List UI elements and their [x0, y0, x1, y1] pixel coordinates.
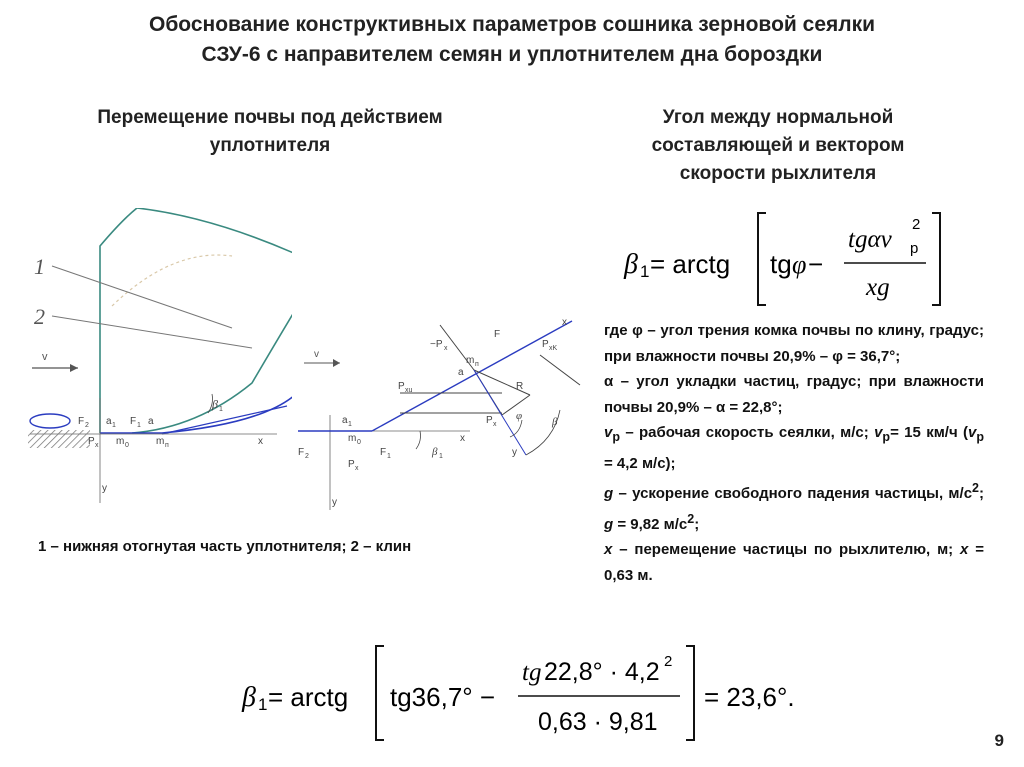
rd-label-F2-sub: 2	[305, 453, 309, 460]
diagram-right	[290, 315, 590, 515]
diagram-left	[22, 208, 292, 508]
def-vsub-3: р	[976, 430, 984, 444]
rd-label-PxK-sub: xK	[549, 345, 558, 352]
num-formula-sup: 2	[664, 653, 673, 670]
label-1: 1	[34, 254, 45, 279]
def-v-text-2: = 15 км/ч (	[890, 424, 969, 441]
rd-label-y: y	[512, 447, 517, 458]
label-a1-sub: 1	[112, 422, 116, 429]
rd-label-Px3: P	[348, 459, 355, 470]
title-line-2: СЗУ-6 с направителем семян и уплотнителем дна бороздки	[201, 43, 823, 66]
label-v: v	[42, 351, 48, 363]
rd-label-R: R	[516, 381, 524, 392]
formula-beta-sub: 1	[640, 262, 650, 281]
right-section-heading	[568, 104, 988, 188]
label-Px: P	[88, 436, 95, 447]
rd-label-Px2: P	[486, 415, 493, 426]
rd-label-beta: β	[552, 416, 558, 428]
label-mn: m	[156, 436, 165, 447]
formula-numeric	[232, 640, 832, 750]
rd-label-phi: φ	[516, 410, 523, 422]
rd-label-m0-sub: 0	[357, 439, 361, 446]
rd-label-a1: a	[342, 415, 348, 426]
left-section-heading	[20, 104, 520, 160]
label-a: a	[148, 416, 154, 427]
num-formula-numerator: 22,8° · 4,2	[544, 658, 660, 686]
label-beta: β	[212, 397, 218, 411]
definitions-block	[604, 318, 984, 588]
def-v-3: v	[968, 424, 977, 441]
label-a1: a	[106, 416, 112, 427]
right-heading-line-2: составляющей и вектором	[651, 135, 905, 156]
formula-num-sup: 2	[912, 216, 921, 233]
rd-label-F: F	[494, 329, 501, 340]
definition-phi: где φ – угол трения комка почвы по клину, градус; при влажности почвы 20,9% – φ = 36,7°;	[604, 322, 984, 365]
def-v-text-3: = 4,2 м/с);	[604, 454, 676, 472]
right-heading-line-1: Угол между нормальной	[662, 107, 894, 128]
title-line-1: Обоснование конструктивных параметров сошника зерновой сеялки	[148, 13, 876, 36]
def-v-1: v	[604, 424, 613, 441]
formula-numerator: tgαv	[848, 226, 892, 253]
rd-label-PxU: P	[398, 381, 405, 392]
rd-label-mn: m	[466, 355, 475, 366]
right-heading-line-3: скорости рыхлителя	[679, 163, 877, 184]
num-formula-result: = 23,6°.	[704, 682, 795, 712]
label-mn-sub: п	[165, 442, 169, 449]
leader-1	[52, 266, 232, 328]
left-heading-line-2: уплотнителя	[209, 135, 331, 156]
rd-label-a1-sub: 1	[348, 421, 352, 428]
num-bracket-right	[686, 646, 694, 740]
formula-tg: tg	[770, 249, 792, 279]
formula-num-sub: р	[910, 240, 919, 257]
label-Px-sub: x	[95, 442, 99, 449]
def-x-text-1: – перемещение частицы по рыхлителю, м;	[612, 541, 961, 558]
page-number: 9	[994, 731, 1004, 750]
formula-denominator: xg	[866, 274, 890, 301]
rd-label-F2: F	[298, 447, 305, 458]
definition-vp	[604, 420, 984, 476]
def-g-sup-2: 2	[687, 511, 695, 526]
formula-minus: −	[808, 249, 824, 279]
label-2: 2	[34, 304, 45, 329]
diagram-caption: 1 – нижняя отогнутая часть уплотнителя; 2 – клин	[38, 538, 412, 555]
label-F2: F	[78, 416, 85, 427]
tangent-line	[162, 406, 287, 434]
def-v-text-1: – рабочая скорость сеялки, м/с;	[619, 424, 875, 441]
def-vsub-2: р	[882, 430, 891, 444]
num-formula-first: tg36,7° −	[390, 682, 496, 712]
seed-ellipse	[30, 414, 70, 428]
rd-label-F1: F	[380, 447, 387, 458]
rd-velocity-arrowhead	[333, 359, 340, 367]
label-m0: m	[116, 436, 125, 447]
rd-label-mPx-sub: x	[444, 345, 448, 352]
bracket-right	[932, 213, 940, 305]
def-g-1: g	[604, 485, 614, 502]
definition-x	[604, 537, 984, 588]
def-g-sup-1: 2	[972, 481, 979, 495]
rd-label-F1-sub: 1	[387, 453, 391, 460]
def-g-text-2: ;	[979, 485, 984, 502]
label-m0-sub: 0	[125, 442, 129, 449]
def-g-2: g	[604, 515, 614, 533]
compactor-outline	[100, 208, 292, 433]
formula-phi: φ	[792, 250, 807, 279]
rd-label-PxU-sub: xu	[405, 387, 413, 394]
rd-label-x: x	[562, 317, 567, 328]
leader-2	[52, 316, 252, 348]
def-g-text-1: – ускорение свободного падения частицы, м/с	[613, 485, 973, 502]
rd-label-mn-sub: п	[475, 361, 479, 368]
rd-label-v: v	[314, 349, 319, 360]
rd-label-x2: x	[460, 433, 465, 444]
label-y: y	[102, 483, 107, 494]
def-x-text-2: = 0,63 м.	[604, 541, 984, 584]
num-formula-denominator: 0,63 · 9,81	[538, 708, 658, 736]
rd-phi-arc	[510, 420, 522, 437]
num-formula-beta: β	[242, 682, 256, 713]
slide-title	[0, 10, 1024, 70]
formula-beta: β	[624, 249, 638, 280]
num-formula-arctg: = arctg	[268, 682, 349, 712]
label-F1-sub: 1	[137, 422, 141, 429]
soil-hatch	[28, 430, 90, 448]
rd-label-Px2-sub: x	[493, 421, 497, 428]
def-g-text-3: = 9,82 м/с	[613, 515, 688, 533]
rd-b1-arc	[416, 431, 421, 449]
rd-label-b1: β	[432, 446, 438, 458]
label-x: x	[258, 436, 263, 447]
left-heading-line-1: Перемещение почвы под действием	[97, 107, 443, 128]
rd-label-mPx: −P	[430, 339, 443, 350]
rd-incline	[372, 321, 572, 431]
num-bracket-left	[376, 646, 384, 740]
definition-alpha: α – угол укладки частиц, градус; при влажности почвы 20,9% – α = 22,8°;	[604, 373, 984, 416]
def-g-text-4: ;	[694, 515, 700, 533]
formula-general	[620, 205, 950, 315]
def-x-1: x	[604, 541, 613, 558]
def-vsub-1: р	[612, 430, 620, 444]
num-formula-beta-sub: 1	[258, 695, 268, 714]
velocity-arrowhead	[70, 364, 78, 372]
label-F1: F	[130, 416, 137, 427]
num-formula-tg: tg	[522, 659, 542, 686]
definition-g	[604, 476, 984, 537]
formula-arctg: = arctg	[650, 249, 731, 279]
rd-Pxk-vector	[540, 355, 580, 385]
rd-label-a: a	[458, 367, 464, 378]
label-F2-sub: 2	[85, 422, 89, 429]
rd-label-Px3-sub: x	[355, 465, 359, 472]
def-x-2: x	[960, 541, 969, 558]
def-v-2: v	[874, 424, 883, 441]
rd-label-y2: y	[332, 497, 337, 508]
rd-label-m0: m	[348, 433, 357, 444]
label-beta-sub: 1	[219, 406, 223, 413]
inner-arc	[112, 255, 232, 306]
rd-label-b1-sub: 1	[439, 453, 443, 460]
bracket-left	[758, 213, 766, 305]
rd-label-PxK: P	[542, 339, 549, 350]
